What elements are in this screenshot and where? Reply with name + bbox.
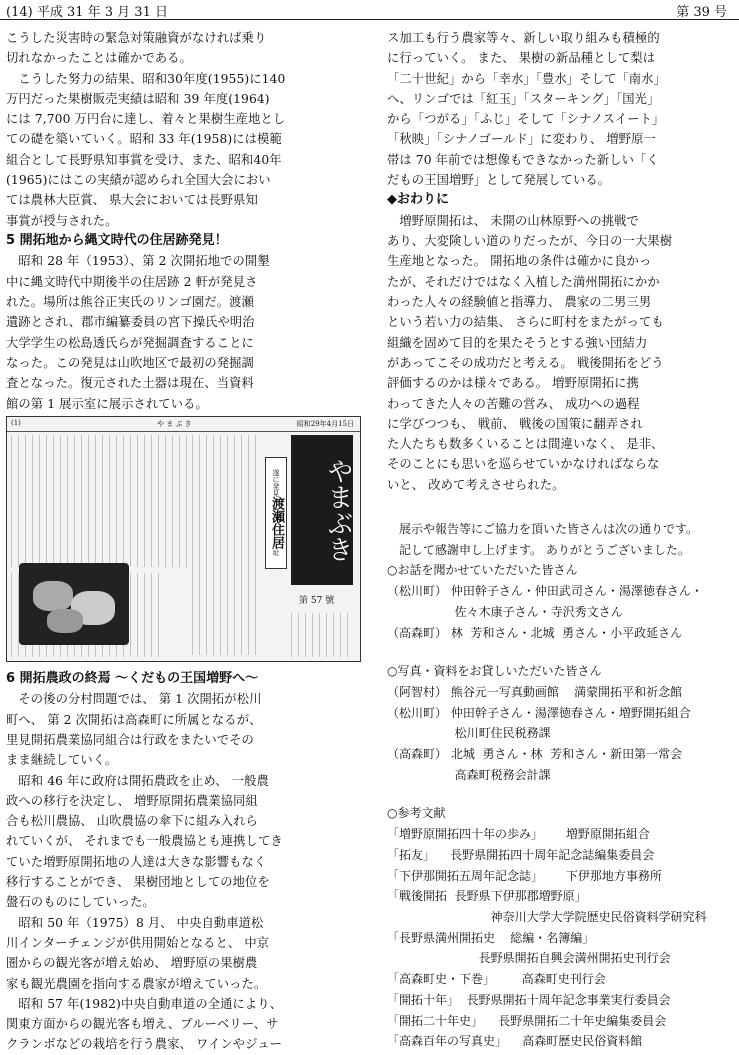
clipping-text-block	[11, 435, 187, 567]
section-6-heading: 6 開拓農政の終焉 ～くだもの王国増野へ～	[6, 670, 259, 686]
clipping-text-block	[291, 613, 353, 657]
page-header	[0, 0, 739, 22]
conclusion-heading: ◆おわりに	[387, 192, 449, 208]
paragraph-jomon-discovery: 昭和 28 年（1953）、第 2 次開拓地での開墾 中に縄文時代中期後半の住居跡 2 軒が発見さ れた。場所は熊谷正実氏のリンゴ園だ。渡瀬 遺跡とされ、郡市編纂委員の宮下操氏や明治 大学学生の松島透氏らが発掘調査することに なった。この発見は山吹地区で最初の発掘調 査となった。復元された土器は現在、当資料 館の第 1 展示室に展示されている。	[6, 254, 270, 411]
clipping-date: 昭和29年4月15日	[296, 419, 354, 428]
paragraph-conclusion: 増野原開拓は、 未開の山林原野への挑戦で あり、大変険しい道のりだったが、今日の一大果樹 生産地となった。 開拓地の条件は確かに良かっ たが、それだけではなく入植した満州開拓にかか わった人々の経験値と指導力、 農家の二男三男 という若い力の結集、 さらに町村をまたがっても 組織を固めて目的を果たそうとする強い団結力 があってこその成功だと考える。 戦後開拓をどう 評価するのかは様々である。 増野原開拓に携 わってきた人々の苦難の営み、 成功への過程 に学びつつも、 戦前、 戦後の国策に翻弄され た人たちも数多くいることは間違いなく、 是非、 そのことにも思いを巡らせていかなければならな いと、 改めて考えさせられた。	[387, 213, 673, 492]
clipping-issue-number: 第 57 號	[299, 595, 335, 606]
paragraph-new-varieties: ス加工も行う農家等々、新しい取り組みも積極的 に行っていく。 また、 果樹の新品種として梨は 「二十世紀」から「幸水」「豊水」そして「南水」 へ、リンゴでは「紅玉」「スターキング」「国光」 から「つがる」「ふじ」そして「シナノスイート」 「秋映」「シナノゴールド」に変わり、 増野原一 帯は 70 年前では想像もできなかった新しい「く だもの王国増野」として発展している。	[387, 31, 666, 188]
references-list: ○参考文献 「増野原開拓四十年の歩み」 増野原開拓組合 「拓友」 長野県開拓四十周年記念誌編集委員会 「下伊那開拓五周年記念誌」 下伊那地方事務所 「戦後開拓 長野県下伊那郡増野原」 神奈川大学大学院歴史民俗資料学研究科 「長野県満州開拓史 総編・名簿編」 長野県開拓自興会満州開拓史刊行会 「高森町史・下巻」 高森町史刊行会 「開拓十年」 長野県開拓十周年記念事業実行委員会 「開拓二十年史」 長野県開拓二十年史編集委員会 「高森百年の写真史」 高森町歴史民俗資料館	[387, 806, 707, 1049]
newspaper-clipping-image	[6, 416, 361, 662]
section-5-heading: 5 開拓地から縄文時代の住居跡発見！	[6, 232, 228, 248]
clipping-headline: 遂に発見渡瀬住居址	[265, 457, 287, 569]
left-column	[6, 28, 359, 1055]
clipping-text-block	[192, 435, 258, 655]
acknowledgement-materials: ○写真・資料をお貸しいただいた皆さん （阿智村） 熊谷元一写真動画館 満蒙開拓平和祈念館 （松川町） 仲田幹子さん・湯澤徳春さん・増野開拓組合 松川町住民税務課 （高森町） 北城 勇さん・林 芳和さん・新田第一常会 高森町税務会計課	[387, 664, 691, 782]
excavation-photo	[19, 563, 129, 645]
issue-number: 第 39 号	[676, 5, 727, 20]
clipping-masthead: やまぶき	[291, 435, 353, 585]
clipping-paper-name: や ま ぶ き	[157, 419, 192, 428]
acknowledgement-interviewees: 展示や報告等にご協力を頂いた皆さんは次の通りです。 記して感謝申し上げます。 ありがとうございました。 ○お話を聞かせていただいた皆さん （松川町） 仲田幹子さん・仲田武司さん・湯澤徳春さん・ 佐々木康子さん・寺沢秀文さん （高森町） 林 芳和さん・北城 勇さん・小平政延さん	[387, 522, 703, 640]
paragraph-relief-funding: こうした災害時の緊急対策融資がなければ乗り 切れなかったことは確かである。 こうした努力の結果、昭和30年度(1955)に140 万円だった果樹販売実績は昭和 39 年度(1964) には 7,700 万円台に達し、着々と果樹生産地とし ての礎を築いていく。昭和 33 年(1958)には模範 組合として長野県知事賞を受け、また、昭和40年 (1965)にはこの実績が認められ全国大会におい ては農林大臣賞、 県大会においては長野県知 事賞が授与された。	[6, 31, 286, 228]
page-number-date: (14) 平成 31 年 3 月 31 日	[6, 5, 168, 20]
clipping-header-strip	[7, 417, 360, 432]
header-rule	[0, 19, 739, 20]
paragraph-end-of-policy: その後の分村問題では、 第 1 次開拓が松川 町へ、 第 2 次開拓は高森町に所属となるが、 里見開拓農業協同組合は行政をまたいでその まま継続していく。 昭和 46 年に政府は開拓農政を止め、 一般農 政への移行を決定し、 増野原開拓農業協同組 合も松川農協、 山吹農協の傘下に組み入れら れていくが、 それまでも一般農協とも連携してき ていた増野原開拓地の人達は大きな影響もなく 移行することができ、 果樹団地としての地位を 盤石のものにしていった。 昭和 50 年（1975）8 月、 中央自動車道松 川インターチェンジが供用開始となると、 中京 圏からの観光客が増え始め、 増野原の果樹農 家も観光農園を指向する農家が増えていった。 昭和 57 年(1982)中央自動車道の全通により、 関東方面からの観光客も増え、ブルーベリー、サ クランボなどの栽培を行う農家、 ワインやジュー	[6, 692, 283, 1052]
clipping-page-label: (1)	[11, 418, 21, 427]
right-column	[387, 28, 731, 1052]
